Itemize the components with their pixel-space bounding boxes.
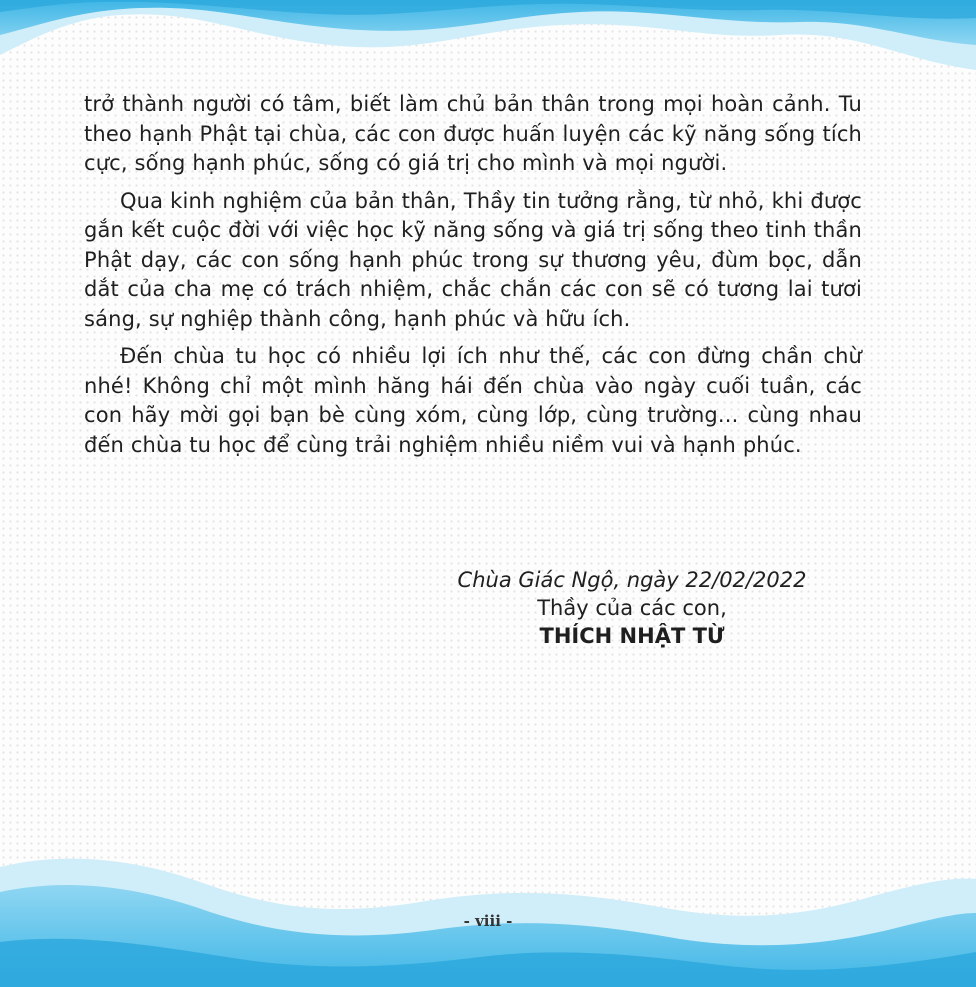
paragraph-continuation: trở thành người có tâm, biết làm chủ bản thân trong mọi hoàn cảnh. Tu theo hạnh Phật tại chùa, các con được huấn luyện các kỹ năng sống tích cực, sống hạnh phúc, sống có giá trị cho mình và mọi người. bbox=[84, 92, 862, 175]
signature-place-date: Chùa Giác Ngộ, ngày 22/02/2022 bbox=[457, 568, 807, 592]
signature-name: THÍCH NHẬT TỪ bbox=[539, 624, 725, 648]
page-number: - viii - bbox=[463, 912, 513, 930]
signature-block bbox=[400, 566, 864, 650]
letter-body bbox=[84, 90, 862, 468]
paragraph-experience: Qua kinh nghiệm của bản thân, Thầy tin tưởng rằng, từ nhỏ, khi được gắn kết cuộc đời với việc học kỹ năng sống và giá trị sống theo tinh thần Phật dạy, các con sống hạnh phúc trong sự thương yêu, đùm bọc, dẫn dắt của cha mẹ có trách nhiệm, chắc chắn các con sẽ có tương lai tươi sáng, sự nghiệp thành công, hạnh phúc và hữu ích. bbox=[84, 188, 862, 331]
signature-salutation: Thầy của các con, bbox=[537, 596, 727, 620]
paragraph-invitation: Đến chùa tu học có nhiều lợi ích như thế, các con đừng chần chừ nhé! Không chỉ một mình hăng hái đến chùa vào ngày cuối tuần, các con hãy mời gọi bạn bè cùng xóm, cùng lớp, cùng trường... cùng nhau đến chùa tu học để cùng trải nghiệm nhiều niềm vui và hạnh phúc. bbox=[84, 344, 862, 457]
